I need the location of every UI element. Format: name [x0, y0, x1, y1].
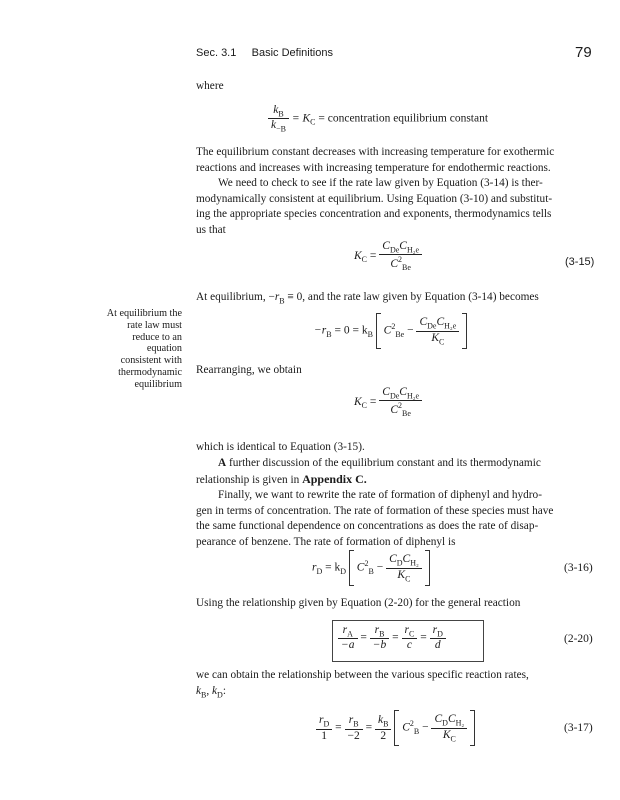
paragraph-7: Using the relationship given by Equation (2-20) for the general reaction	[196, 597, 521, 609]
margin-note: At equilibrium the rate law must reduce to an equation consistent with thermodynamic equilibrium	[106, 308, 182, 390]
kc-ratio: $\frac{k_B}{k_{-B}}$	[268, 104, 289, 134]
equation-3-17: $\frac{r_D}{1}$ = $\frac{r_B}{-2}$ = $\frac{k_B}{2}$ $C^2_B$ − $\frac{C_DC_{H_2}}{K_C}$	[316, 710, 475, 746]
rearranging-text: Rearranging, we obtain	[196, 364, 302, 376]
equation-rearranged: $K_C$ = $\frac{C_{De}C_{H_2e}}{C^2_{Be}}$	[354, 386, 422, 418]
where-label: where	[196, 80, 224, 92]
paragraph-3: At equilibrium, $-r_B \equiv 0$, and the rate law given by Equation (3-14) becomes	[196, 291, 539, 306]
equation-3-15: $K_C$ = $\frac{C_{De}C_{H_2e}}{C^2_{Be}}$	[354, 240, 422, 272]
equation-2-20: $\frac{r_A}{-a}$ = $\frac{r_B}{-b}$ = $\frac{r_C}{c}$ = $\frac{r_D}{d}$	[338, 624, 446, 651]
page-number: 79	[575, 44, 592, 61]
paragraph-8: we can obtain the relationship between the various specific reaction rates, $k_B$, $k_D$:	[196, 669, 529, 699]
equation-number-3-17: (3-17)	[564, 722, 593, 734]
equation-3-16: $r_D = k_D$ $C^2_B$ − $\frac{C_DC_{H_2}}{K_C}$	[312, 550, 430, 586]
paragraph-2: We need to check to see if the rate law given by Equation (3-14) is ther- modynamically consistent at equilibrium. Using Equation (3-10) and substitut- ing the appropriate species concentration and exponents, thermodynamics tells us that	[196, 177, 553, 236]
running-header	[196, 47, 333, 59]
paragraph-1: The equilibrium constant decreases with increasing temperature for exothermic reactions and increases with increasing temperature for endothermic reactions.	[196, 146, 555, 174]
equation-number-2-20: (2-20)	[564, 633, 593, 645]
section-title: Basic Definitions	[251, 47, 333, 59]
equation-kc-definition: $\frac{k_B}{k_{-B}}$ = $K_C$ = concentration equilibrium constant	[268, 104, 488, 134]
section-number: Sec. 3.1	[196, 47, 237, 59]
equation-equilibrium-rate: $-r_B = 0 = k_B$ $C^2_{Be}$ − $\frac{C_{De}C_{H_2e}}{K_C}$	[314, 313, 467, 349]
paragraph-6: Finally, we want to rewrite the rate of formation of diphenyl and hydro- gen in terms of concentration. The rate of formation of these species must have the same functional dependence on concentrations as does the rate of disap- pearance of benzene. The rate of formation of diphenyl is	[196, 489, 554, 548]
equation-number-3-16: (3-16)	[564, 562, 593, 574]
appendix-reference: Appendix C.	[302, 471, 367, 486]
paragraph-4: which is identical to Equation (3-15).	[196, 441, 365, 453]
equation-number-3-15: (3-15)	[565, 256, 595, 268]
paragraph-5: A further discussion of the equilibrium constant and its thermodynamic relationship is given in Appendix C.	[196, 457, 541, 486]
